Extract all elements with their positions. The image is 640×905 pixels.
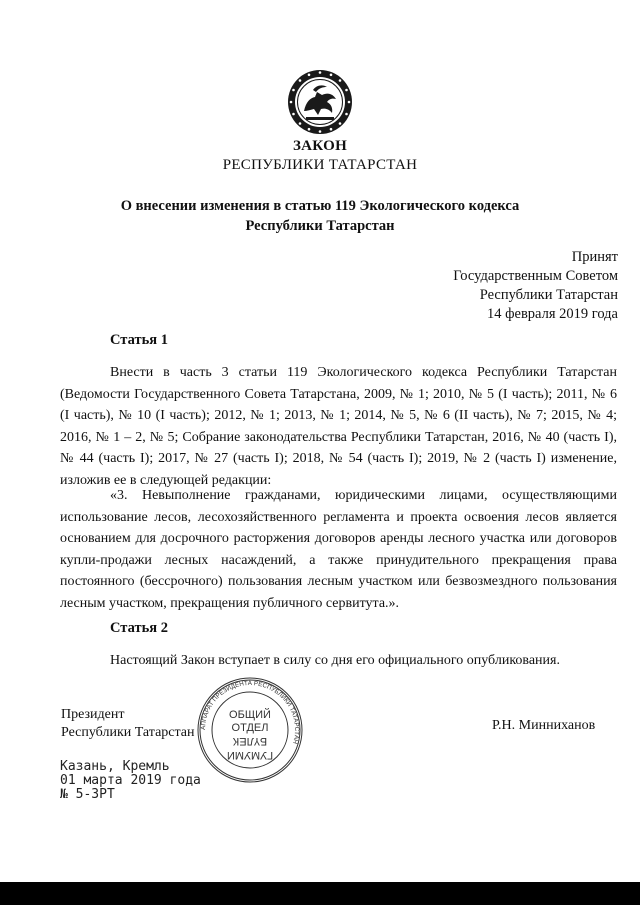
official-stamp	[196, 676, 304, 784]
place-city: Казань, Кремль	[60, 759, 170, 774]
article-2-paragraph: Настоящий Закон вступает в силу со дня его официального опубликования.	[110, 653, 560, 668]
signatory-name: Р.Н. Минниханов	[492, 718, 596, 733]
law-title-line: Республики Татарстан	[245, 218, 395, 234]
law-number: № 5-ЗРТ	[60, 787, 115, 802]
stamp-text-mirrored: БҮЛЕК	[232, 735, 268, 747]
adoption-line: Принят	[571, 249, 618, 265]
stamp-ring-text: АППАРАТ ПРЕЗИДЕНТА РЕСПУБЛИКИ ТАТАРСТАН	[199, 679, 301, 745]
signatory-position-line: Президент	[61, 707, 125, 722]
place-date-number	[60, 760, 201, 802]
article-2-heading: Статья 2	[110, 620, 168, 636]
adoption-block	[453, 248, 618, 324]
stamp-text: ОБЩИЙ	[229, 709, 271, 721]
republic-name: РЕСПУБЛИКИ ТАТАРСТАН	[222, 157, 418, 173]
document-type: ЗАКОН	[292, 138, 348, 154]
stamp-text: ОТДЕЛ	[231, 722, 269, 734]
signatory-position	[61, 706, 195, 742]
coat-of-arms-emblem	[286, 68, 354, 136]
signatory-position-line: Республики Татарстан	[61, 725, 195, 740]
article-1-heading: Статья 1	[110, 332, 168, 348]
adoption-line: Государственным Советом	[453, 268, 618, 284]
scan-bottom-border	[0, 882, 640, 905]
law-title	[60, 196, 580, 236]
adoption-line: Республики Татарстан	[479, 287, 618, 303]
stamp-text-mirrored: ГУМУМИ	[226, 749, 274, 761]
article-1-quoted-paragraph: «3. Невыполнение гражданами, юридическими лицами, осуществляющими использование лесов, лесохозяйственного регламента и проекта освоения лесов является основанием для досрочного расторжения договоров аренды лесного участка или договоров купли-продажи лесных насаждений, а также принудительного прекращения права постоянного (бессрочного) пользования лесным участком или безвозмездного пользования лесным участком, прекращения публичного сервитута.».	[60, 488, 617, 611]
adoption-date: 14 февраля 2019 года	[486, 306, 618, 322]
article-1-paragraph: Внести в часть 3 статьи 119 Экологического кодекса Республики Татарстан (Ведомости Государственного Совета Татарстана, 2009, № 1; 2010, № 5 (I часть); 2011, № 6 (I часть), № 10 (I часть); 2012, № 1; 2013, № 1; 2014, № 5, № 6 (II часть), № 7; 2015, № 4; 2016, № 1 – 2, № 5; Собрание законодательства Республики Татарстан, 2016, № 40 (часть I), № 44 (часть I); 2017, № 27 (часть I); 2018, № 54 (часть I); 2019, № 2 (часть I) изменение, изложив ее в следующей редакции:	[60, 365, 617, 488]
law-title-line: О внесении изменения в статью 119 Экологического кодекса	[120, 198, 520, 214]
place-date: 01 марта 2019 года	[60, 773, 201, 788]
